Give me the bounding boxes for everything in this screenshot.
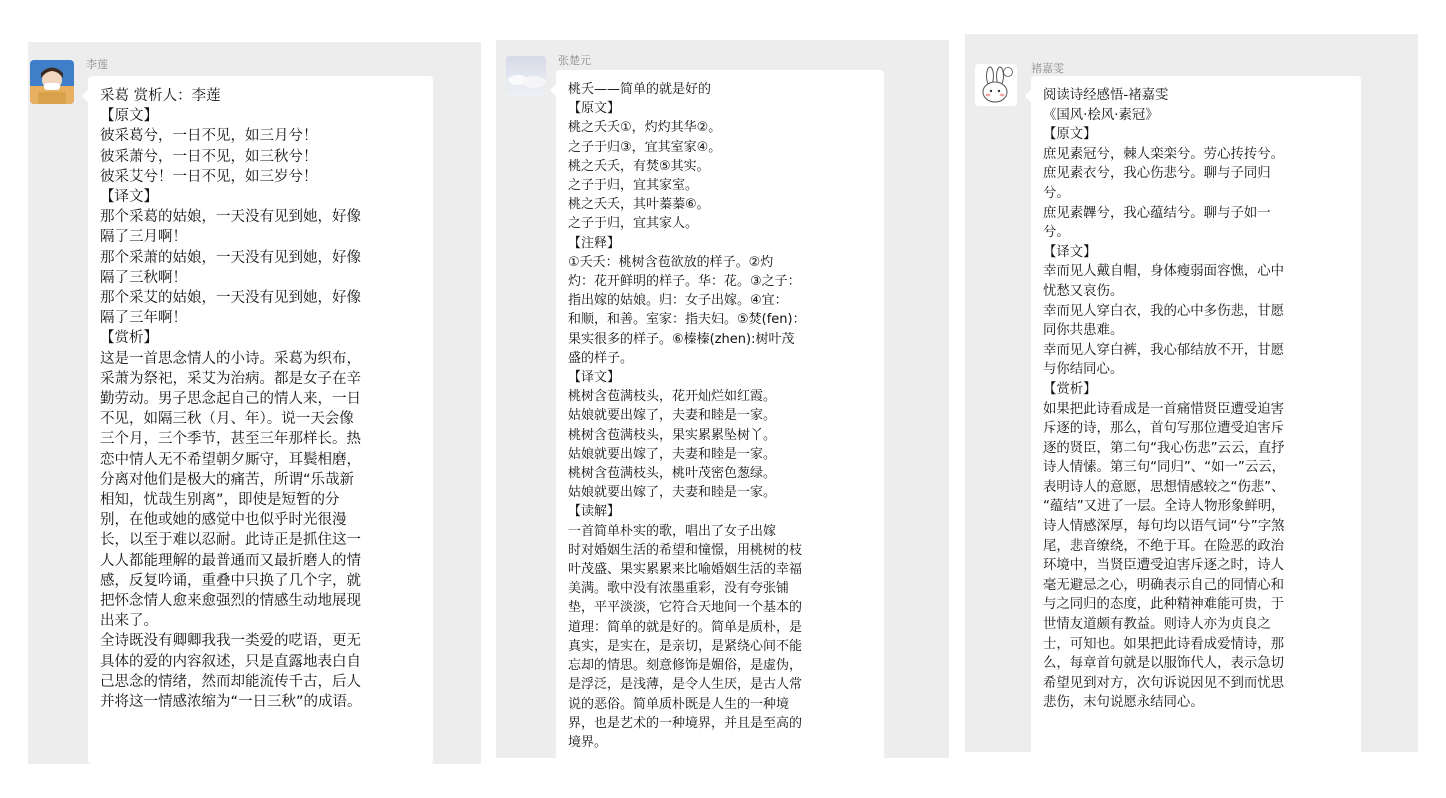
message-line: 幸而见人穿白裤，我心郁结放不开，甘愿 xyxy=(1043,342,1285,358)
message-line: 诗人情愫。第三句“同归”、“如一”云云， xyxy=(1043,460,1285,476)
message-line: 彼采葛兮，一日不见，如三月兮！ xyxy=(100,128,318,145)
message-line: 彼采萧兮，一日不见，如三秋兮！ xyxy=(100,148,318,165)
message-line: 忧愁又哀伤。 xyxy=(1043,283,1124,299)
message-line: 【译文】 xyxy=(1043,244,1097,260)
message-line: 【译文】 xyxy=(568,370,621,386)
message-line: 界，也是艺术的一种境界，并且是至高的 xyxy=(568,715,803,731)
message-line: 如果把此诗看成是一首痛惜贤臣遭受迫害 xyxy=(1043,401,1285,417)
message-line: 长，以至于难以忍耐。此诗正是抓住这一 xyxy=(100,532,361,549)
message-line: 士，可知也。如果把此诗看成爱情诗，那 xyxy=(1043,636,1285,652)
message-line: 那个采萧的姑娘，一天没有见到她，好像 xyxy=(100,249,361,266)
message-line: 与之同归的态度，此种精神难能可贵，于 xyxy=(1043,597,1285,613)
message-line: 姑娘就要出嫁了，夫妻和睦是一家。 xyxy=(568,485,777,501)
message-line: 垫，平平淡淡，它符合天地间一个基本的 xyxy=(568,600,803,616)
message-line: 之子于归，宜其家人。 xyxy=(568,216,699,232)
message-bubble[interactable] xyxy=(1031,76,1361,752)
sender-name: 张楚元 xyxy=(558,54,591,67)
message-line: 出来了。 xyxy=(100,613,158,630)
message-line: 具体的爱的内容叙述，只是直露地表白自 xyxy=(100,653,361,670)
message-line: 相知，忧哉生别离”，即使是短暂的分 xyxy=(100,492,340,509)
message-line: 三个月，三个季节，甚至三年那样长。热 xyxy=(100,431,361,448)
sender-name: 李莲 xyxy=(86,58,108,71)
message-line: 之子于归，宜其家室。 xyxy=(568,178,699,194)
message-line: 指出嫁的姑娘。归：女子出嫁。④宜： xyxy=(568,293,788,309)
message-line: 隔了三月啊！ xyxy=(100,229,187,246)
message-line: 隔了三年啊！ xyxy=(100,310,187,327)
message-line: 姑娘就要出嫁了，夫妻和睦是一家。 xyxy=(568,446,777,462)
message-line: 兮。 xyxy=(1043,185,1070,201)
message-line: 那个采葛的姑娘，一天没有见到她，好像 xyxy=(100,209,361,226)
message-line: 幸而见人穿白衣，我的心中多伤悲，甘愿 xyxy=(1043,303,1285,319)
message-line: 幸而见人戴自帽，身体瘦弱面容憔，心中 xyxy=(1043,264,1285,280)
message-line: 【赏析】 xyxy=(1043,381,1097,397)
message-line: 不见，如隔三秋（月、年）。说一天会像 xyxy=(100,411,354,428)
message-line: 同你共患难。 xyxy=(1043,323,1124,339)
message-line: 诗人情感深厚，每句均以语气词“兮”字煞 xyxy=(1043,519,1285,535)
message-line: 【原文】 xyxy=(568,101,621,117)
message-line: 己思念的情绪，然而却能流传千古，后人 xyxy=(100,673,361,690)
message-line: 斥逐的诗，那么，首句写那位遭受迫害斥 xyxy=(1043,421,1285,437)
message-line: 庶见素冠兮，棘人栾栾兮。劳心抟抟兮。 xyxy=(1043,146,1285,162)
chat-panel-1 xyxy=(28,42,481,764)
sender-name: 褚嘉雯 xyxy=(1031,62,1064,75)
message-line: 【注释】 xyxy=(568,235,621,251)
message-line: 果实很多的样子。⑥榛榛(zhen):树叶茂 xyxy=(568,331,795,347)
message-line: 世情友道颇有教益。则诗人亦为贞良之 xyxy=(1043,617,1271,633)
message-line: 桃之夭夭①，灼灼其华②。 xyxy=(568,120,722,136)
message-line: 境界。 xyxy=(568,734,608,750)
message-line: 桃夭——简单的就是好的 xyxy=(568,82,712,97)
chat-panel-2 xyxy=(496,40,949,758)
message-line: 庶见素衣兮，我心伤悲兮。聊与子同归 xyxy=(1043,166,1271,182)
message-line: 环境中，当贤臣遭受迫害斥逐之时，诗人 xyxy=(1043,558,1285,574)
message-line: 叶茂盛、果实累累来比喻婚姻生活的幸福 xyxy=(568,562,803,578)
message-line: 么，每章首句就是以服饰代人，表示急切 xyxy=(1043,656,1285,672)
message-bubble[interactable] xyxy=(556,70,884,758)
message-line: 盛的样子。 xyxy=(568,350,634,366)
message-line: ①夭夭：桃树含苞欲放的样子。②灼 xyxy=(568,254,774,270)
message-line: 阅读诗经感悟-褚嘉雯 xyxy=(1043,88,1169,103)
message-line: “蕴结”又进了一层。全诗人物形象鲜明， xyxy=(1043,499,1285,515)
message-line: 人人都能理解的最普通而又最折磨人的情 xyxy=(100,552,361,569)
message-line: 时对婚姻生活的希望和憧憬，用桃树的枝 xyxy=(568,542,803,558)
message-line: 希望见到对方，次句诉说因见不到而忧思 xyxy=(1043,675,1285,691)
message-line: 庶见素韠兮，我心蕴结兮。聊与子如一 xyxy=(1043,205,1271,221)
message-line: 《国风·桧风·素冠》 xyxy=(1043,107,1159,123)
message-line: 桃树含苞满枝头，花开灿烂如红霞。 xyxy=(568,389,777,405)
message-line: 灼：花开鲜明的样子。华：花。③之子： xyxy=(568,274,801,290)
avatar[interactable] xyxy=(30,60,74,104)
message-line: 桃之夭夭，其叶蓁蓁⑥。 xyxy=(568,197,710,213)
avatar[interactable] xyxy=(506,56,546,96)
message-line: 采萧为祭祀，采艾为治病。都是女子在辛 xyxy=(100,370,361,387)
message-line: 是浮泛，是浅薄，是令人生厌，是古人常 xyxy=(568,677,803,693)
message-line: 这是一首思念情人的小诗。采葛为织布， xyxy=(100,350,361,367)
message-line: 表明诗人的意愿，思想情感较之“伤悲”、 xyxy=(1043,479,1285,495)
message-line: 美满。歌中没有浓墨重彩，没有夸张铺 xyxy=(568,581,790,597)
message-line: 隔了三秋啊！ xyxy=(100,269,187,286)
message-line: 姑娘就要出嫁了，夫妻和睦是一家。 xyxy=(568,408,777,424)
message-line: 桃树含苞满枝头，果实累累坠树丫。 xyxy=(568,427,777,443)
message-line: 与你结同心。 xyxy=(1043,362,1124,378)
message-bubble[interactable] xyxy=(88,76,433,764)
message-line: 【读解】 xyxy=(568,504,621,520)
message-line: 勤劳动。男子思念起自己的情人来，一日 xyxy=(100,391,361,408)
chat-panel-3 xyxy=(965,34,1418,752)
message-line: 道理：简单的就是好的。简单是质朴，是 xyxy=(568,619,803,635)
message-line: 感，反复吟诵，重叠中只换了几个字，就 xyxy=(100,572,361,589)
message-line: 别，在他或她的感觉中也似乎时光很漫 xyxy=(100,512,347,529)
message-line: 说的恶俗。简单质朴既是人生的一种境 xyxy=(568,696,790,712)
message-line: 悲伤，末句说愿永结同心。 xyxy=(1043,695,1204,711)
message-line: 桃树含苞满枝头，桃叶茂密色葱绿。 xyxy=(568,466,777,482)
message-line: 之子于归③，宜其室家④。 xyxy=(568,139,722,155)
message-line: 全诗既没有卿卿我我一类爱的呓语，更无 xyxy=(100,633,361,650)
message-line: 毫无避忌之心，明确表示自己的同情心和 xyxy=(1043,577,1285,593)
message-line: 【原文】 xyxy=(1043,127,1097,143)
message-line: 【赏析】 xyxy=(100,330,158,347)
message-line: 逐的贤臣，第二句“我心伤悲”云云，直抒 xyxy=(1043,440,1285,456)
message-line: 并将这一情感浓缩为“一日三秋”的成语。 xyxy=(100,694,362,711)
avatar[interactable] xyxy=(975,64,1017,106)
message-line: 桃之夭夭，有焚⑤其实。 xyxy=(568,158,710,174)
message-line: 兮。 xyxy=(1043,225,1070,241)
message-line: 把怀念情人愈来愈强烈的情感生动地展现 xyxy=(100,593,361,610)
message-line: 【译文】 xyxy=(100,189,158,206)
message-line: 采葛 赏析人：李莲 xyxy=(100,88,221,104)
message-line: 和顺，和善。室家：指夫妇。⑤焚(fen)： xyxy=(568,312,806,328)
message-line: 一首简单朴实的歌，唱出了女子出嫁 xyxy=(568,523,777,539)
message-line: 【原文】 xyxy=(100,108,158,125)
message-line: 那个采艾的姑娘，一天没有见到她，好像 xyxy=(100,290,361,307)
message-line: 分离对他们是极大的痛苦，所谓“乐哉新 xyxy=(100,471,355,488)
message-line: 真实，是实在，是亲切，是紧绕心间不能 xyxy=(568,638,803,654)
message-line: 尾，悲音缭绕，不绝于耳。在险恶的政治 xyxy=(1043,538,1285,554)
message-line: 恋中情人无不希望朝夕厮守，耳鬓相磨， xyxy=(100,451,361,468)
message-line: 彼采艾兮！一日不见，如三岁兮！ xyxy=(100,168,318,185)
message-line: 忘却的情思。刻意修饰是媚俗，是虚伪， xyxy=(568,658,803,674)
